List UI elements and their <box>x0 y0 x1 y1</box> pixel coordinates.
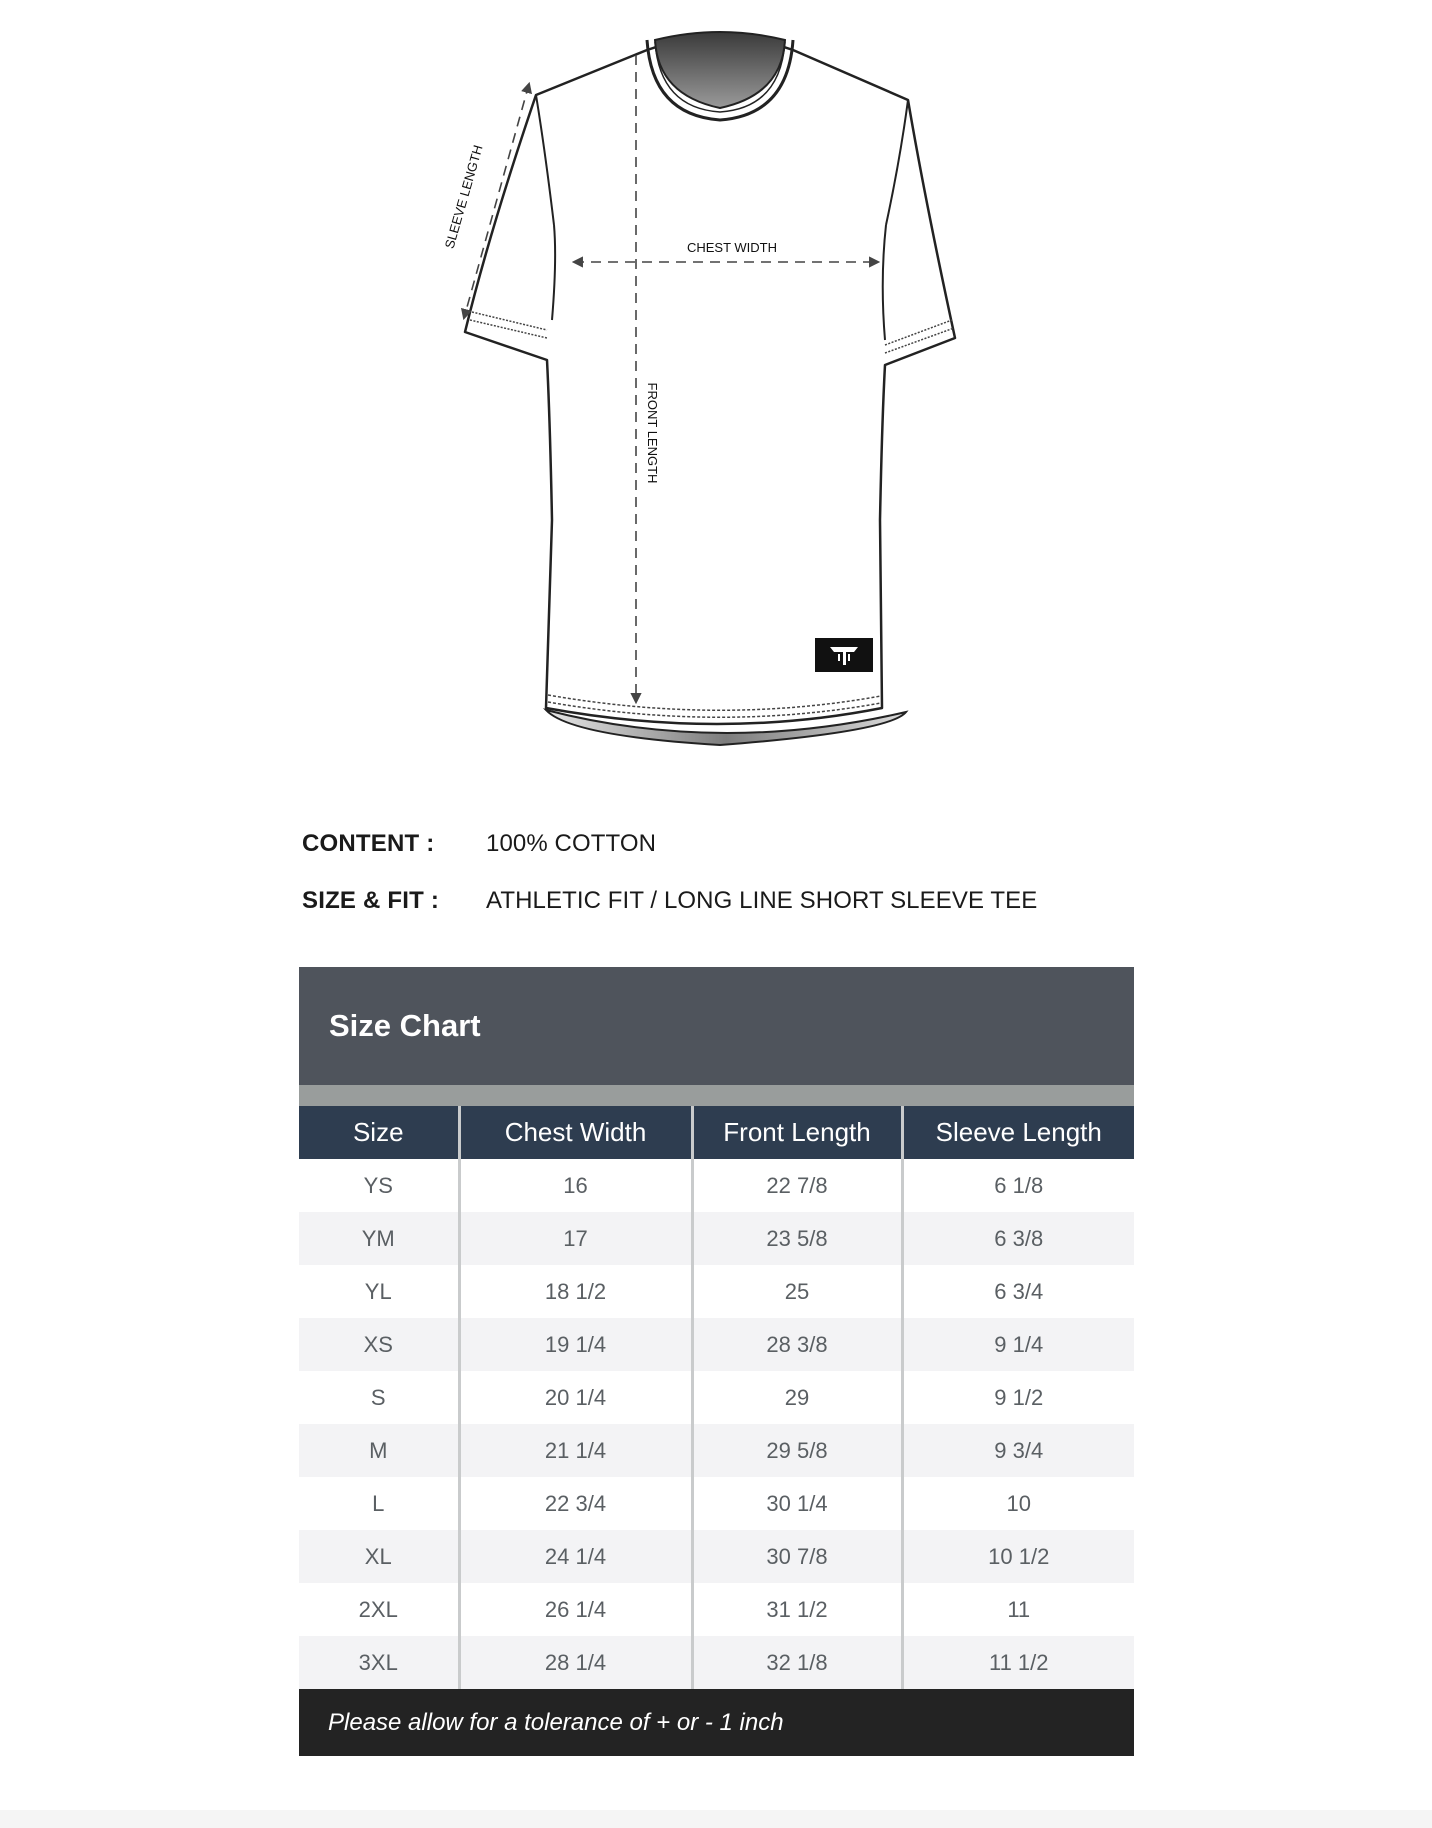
size-chart <box>299 967 1134 1756</box>
column-header-size: Size <box>299 1106 459 1159</box>
table-row <box>299 1159 1134 1212</box>
table-row <box>299 1212 1134 1265</box>
table-row <box>299 1530 1134 1583</box>
cell-size: XS <box>299 1318 459 1371</box>
cell-sleeve-length: 10 <box>1006 1490 1031 1516</box>
table-row <box>299 1318 1134 1371</box>
product-specs <box>302 815 1122 929</box>
size-chart-title: Size Chart <box>299 967 1134 1085</box>
chest-width-label: CHEST WIDTH <box>686 240 778 255</box>
cell-front-length: 31 1/2 <box>692 1583 902 1636</box>
table-row <box>299 1265 1134 1318</box>
cell-size: M <box>299 1424 459 1477</box>
cell-size: 2XL <box>299 1583 459 1636</box>
cell-sleeve-length: 9 3/4 <box>902 1424 1134 1477</box>
cell-front-length: 29 <box>692 1371 902 1424</box>
cell-front-length: 32 1/8 <box>692 1636 902 1689</box>
column-header-chest-width: Chest Width <box>459 1106 692 1159</box>
cell-chest-width: 17 <box>459 1212 692 1265</box>
cell-size: XL <box>299 1530 459 1583</box>
cell-chest-width: 21 1/4 <box>459 1424 692 1477</box>
cell-sleeve-length: 6 3/4 <box>994 1278 1044 1304</box>
cell-sleeve-length: 9 1/4 <box>902 1318 1134 1371</box>
spec-label: SIZE & FIT : <box>302 886 440 914</box>
cell-chest-width: 22 3/4 <box>459 1477 692 1530</box>
page-bottom-band <box>0 1810 1432 1828</box>
spec-value: 100% COTTON <box>486 829 657 857</box>
table-row <box>299 1477 1134 1530</box>
cell-sleeve-length: 11 1/2 <box>902 1636 1134 1689</box>
table-row <box>299 1583 1134 1636</box>
cell-chest-width: 26 1/4 <box>459 1583 692 1636</box>
tolerance-note: Please allow for a tolerance of + or - 1 inch <box>299 1689 1134 1756</box>
cell-size: YS <box>299 1159 459 1212</box>
cell-sleeve-length: 6 3/8 <box>902 1212 1134 1265</box>
cell-chest-width: 20 1/4 <box>459 1371 692 1424</box>
spec-size-fit <box>302 872 1122 929</box>
table-row <box>299 1636 1134 1689</box>
cell-size: YM <box>299 1212 459 1265</box>
cell-chest-width: 18 1/2 <box>459 1265 692 1318</box>
cell-front-length: 29 5/8 <box>692 1424 902 1477</box>
cell-front-length: 22 7/8 <box>692 1159 902 1212</box>
cell-sleeve-length: 11 <box>1007 1596 1031 1622</box>
size-table <box>299 1106 1134 1689</box>
cell-size: 3XL <box>299 1636 459 1689</box>
column-header-front-length: Front Length <box>692 1106 902 1159</box>
cell-chest-width: 19 1/4 <box>459 1318 692 1371</box>
cell-front-length: 30 1/4 <box>692 1477 902 1530</box>
column-header-sleeve-length: Sleeve Length <box>902 1106 1134 1159</box>
table-header-row <box>299 1106 1134 1159</box>
table-row <box>299 1371 1134 1424</box>
cell-sleeve-length: 10 1/2 <box>902 1530 1134 1583</box>
cell-chest-width: 24 1/4 <box>459 1530 692 1583</box>
cell-sleeve-length: 6 1/8 <box>994 1172 1044 1198</box>
spec-value: ATHLETIC FIT / LONG LINE SHORT SLEEVE TEE <box>486 886 1038 914</box>
cell-front-length: 28 3/8 <box>692 1318 902 1371</box>
front-length-label: FRONT LENGTH <box>645 382 660 484</box>
spec-label: CONTENT : <box>302 829 435 857</box>
sleeve-length-label: SLEEVE LENGTH <box>441 143 486 251</box>
cell-sleeve-length: 9 1/2 <box>994 1384 1044 1410</box>
cell-chest-width: 16 <box>459 1159 692 1212</box>
t-logo-icon <box>815 638 873 672</box>
cell-chest-width: 28 1/4 <box>459 1636 692 1689</box>
cell-size: YL <box>299 1265 459 1318</box>
tshirt-diagram <box>420 20 1020 760</box>
table-row <box>299 1424 1134 1477</box>
tshirt-illustration <box>420 20 1020 760</box>
divider <box>299 1085 1134 1106</box>
cell-front-length: 25 <box>692 1265 902 1318</box>
cell-front-length: 30 7/8 <box>692 1530 902 1583</box>
spec-content <box>302 815 1122 872</box>
cell-size: L <box>299 1477 459 1530</box>
cell-front-length: 23 5/8 <box>692 1212 902 1265</box>
cell-size: S <box>299 1371 459 1424</box>
